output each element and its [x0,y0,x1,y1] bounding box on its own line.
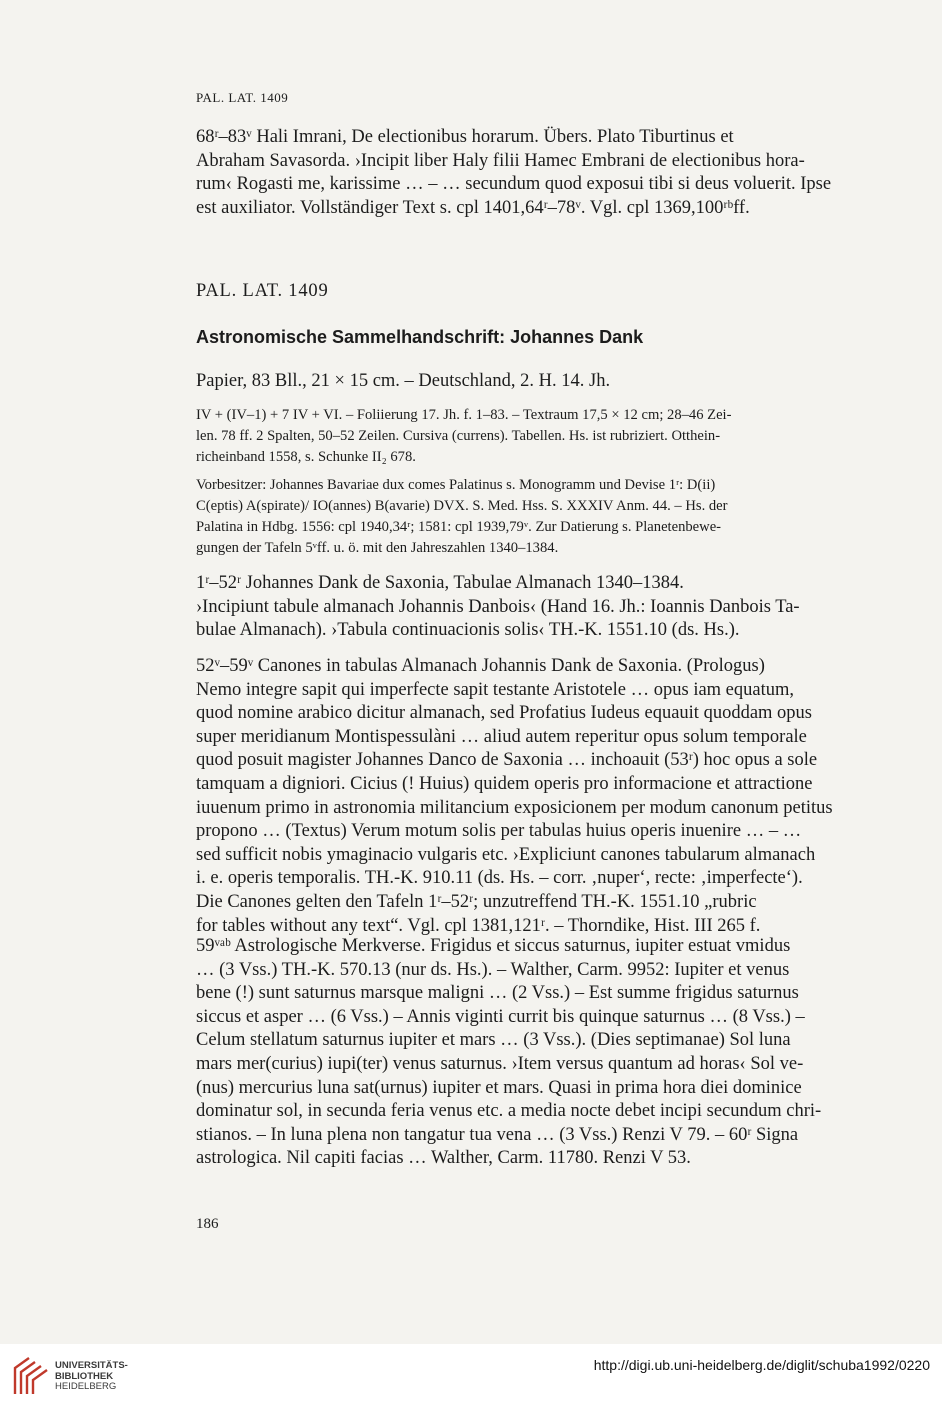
text-line: bene (!) sunt saturnus marsque maligni … (2 Vss.) – Est summe frigidus saturnus [196,983,799,1004]
library-logo-icon [9,1354,49,1396]
text-line: Celum stellatum saturnus iupiter et mars … (3 Vss.). (Dies septimanae) Sol luna [196,1030,791,1051]
entry-canones [196,655,848,938]
entry-merkverse [196,935,848,1171]
text-line: Vorbesitzer: Johannes Bavariae dux comes Palatinus s. Monogramm und Devise 1ʳ: D(ii) [196,477,716,493]
text-line: siccus et asper … (6 Vss.) – Annis viginti currit bis quinque saturnus … (8 Vss.) – [196,1006,805,1027]
logo-line: BIBLIOTHEK [55,1370,114,1382]
text-line: 59ᵛᵃᵇ Astrologische Merkverse. Frigidus et siccus saturnus, iupiter estuat vmidus [196,936,791,956]
text-line: Die Canones gelten den Tafeln 1ʳ–52ʳ; unzutreffend TH.-K. 1551.10 „rubric [196,891,757,912]
text-line: ›Incipiunt tabule almanach Johannis Danbois‹ (Hand 16. Jh.: Ioannis Danbois Ta- [196,596,800,617]
text-line: 68ʳ–83ᵛ Hali Imrani, De electionibus horarum. Übers. Plato Tiburtinus et [196,127,734,147]
entry-tabulae-almanach [196,572,848,643]
section-title: Astronomische Sammelhandschrift: Johannes Dank [196,327,644,347]
text-line: IV + (IV–1) + 7 IV + VI. – Foliierung 17. Jh. f. 1–83. – Textraum 17,5 × 12 cm; 28–46 Zei- [196,407,732,423]
source-url-link[interactable]: http://digi.ub.uni-heidelberg.de/diglit/schuba1992/0220 [593,1357,930,1373]
text-line: propono … (Textus) Verum motum solis per tabulas huius operis inuenire … – … [196,821,802,842]
text-line: (nus) mercurius luna sat(urnus) iupiter et mars. Quasi in prima hora diei dominice [196,1077,802,1098]
text-line: for tables without any text“. Vgl. cpl 1381,121ʳ. – Thorndike, Hist. III 265 f. [196,915,761,936]
logo-line: HEIDELBERG [55,1381,117,1392]
text-line: richeinband 1558, s. Schunke II₂ 678. [196,449,416,465]
text-line: Papier, 83 Bll., 21 × 15 cm. – Deutschland, 2. H. 14. Jh. [196,371,611,391]
text-line: astrologica. Nil capiti facias … Walther, Carm. 11780. Renzi V 53. [196,1148,691,1169]
text-line: C(eptis) A(spirate)/ IO(annes) B(avarie) DVX. S. Med. Hss. S. XXXIV Anm. 44. – Hs. der [196,498,728,514]
text-line: … (3 Vss.) TH.-K. 570.13 (nur ds. Hs.). – Walther, Carm. 9952: Iupiter et venus [196,959,790,980]
text-line: gungen der Tafeln 5ᵛff. u. ö. mit den Jahreszahlen 1340–1384. [196,540,559,556]
text-line: dominatur sol, in secunda feria venus etc. a media nocte debet incipi secundum chri- [196,1101,822,1122]
collation-block [196,405,848,468]
text-line: 1ʳ–52ʳ Johannes Dank de Saxonia, Tabulae Almanach 1340–1384. [196,573,684,593]
provenance-block [196,475,848,559]
logo-line: UNIVERSITÄTS- [55,1360,128,1371]
entry-hali-imrani [196,126,848,220]
running-head: PAL. LAT. 1409 [196,90,289,105]
text-line: quod nomine arabico dicitur almanach, sed Profatius Iudeus equauit quoddam opus [196,703,813,724]
footer-bar [0,1344,942,1414]
text-line: Palatina in Hdbg. 1556: cpl 1940,34ʳ; 1581: cpl 1939,79ᵛ. Zur Datierung s. Planetenbewe- [196,519,722,535]
text-line: stianos. – In luna plena non tangatur tua vena … (3 Vss.) Renzi V 79. – 60ʳ Signa [196,1124,799,1145]
text-line: Nemo integre sapit qui imperfecte sapit testante Aristotele … opus iam equatum, [196,679,795,700]
library-logo-text [55,1361,128,1393]
text-line: mars mer(curius) iupi(ter) venus saturnus. ›Item versus quantum ad horas‹ Sol ve- [196,1053,804,1074]
text-line: bulae Almanach). ›Tabula continuacionis solis‹ TH.-K. 1551.10 (ds. Hs.). [196,620,740,641]
text-line: rum‹ Rogasti me, karissime … – … secundum quod exposui tibi si deus voluerit. Ipse [196,174,832,195]
text-line: 52ᵛ–59ᵛ Canones in tabulas Almanach Johannis Dank de Saxonia. (Prologus) [196,656,765,676]
text-line: est auxiliator. Vollständiger Text s. cpl 1401,64ʳ–78ᵛ. Vgl. cpl 1369,100ʳᵇff. [196,197,750,218]
text-line: i. e. operis temporalis. TH.-K. 910.11 (ds. Hs. – corr. ‚nuper‘, recte: ‚imperfecte‘). [196,868,803,889]
text-line: sed sufficit nobis ymaginacio vulgaris etc. ›Expliciunt canones tabularum almanach [196,844,816,865]
text-line: Abraham Savasorda. ›Incipit liber Haly filii Hamec Embrani de electionibus hora- [196,150,805,171]
text-line: quod posuit magister Johannes Danco de Saxonia … inchoauit (53ʳ) hoc opus a sole [196,750,818,771]
text-line: super meridianum Montispessulàni … aliud autem reperitur opus solum temporale [196,726,807,747]
text-line: tamquam a digniori. Cicius (! Huius) quidem operis pro informacione et attractione [196,773,813,794]
physical-description [196,370,848,394]
page-number: 186 [196,1216,219,1232]
text-line: iuuenum primo in astronomia militancium exposicionem per modum canonum petitus [196,797,833,818]
section-heading: PAL. LAT. 1409 [196,281,329,301]
text-line: len. 78 ff. 2 Spalten, 50–52 Zeilen. Cursiva (currens). Tabellen. Hs. ist rubriziert. Otthein- [196,428,721,444]
